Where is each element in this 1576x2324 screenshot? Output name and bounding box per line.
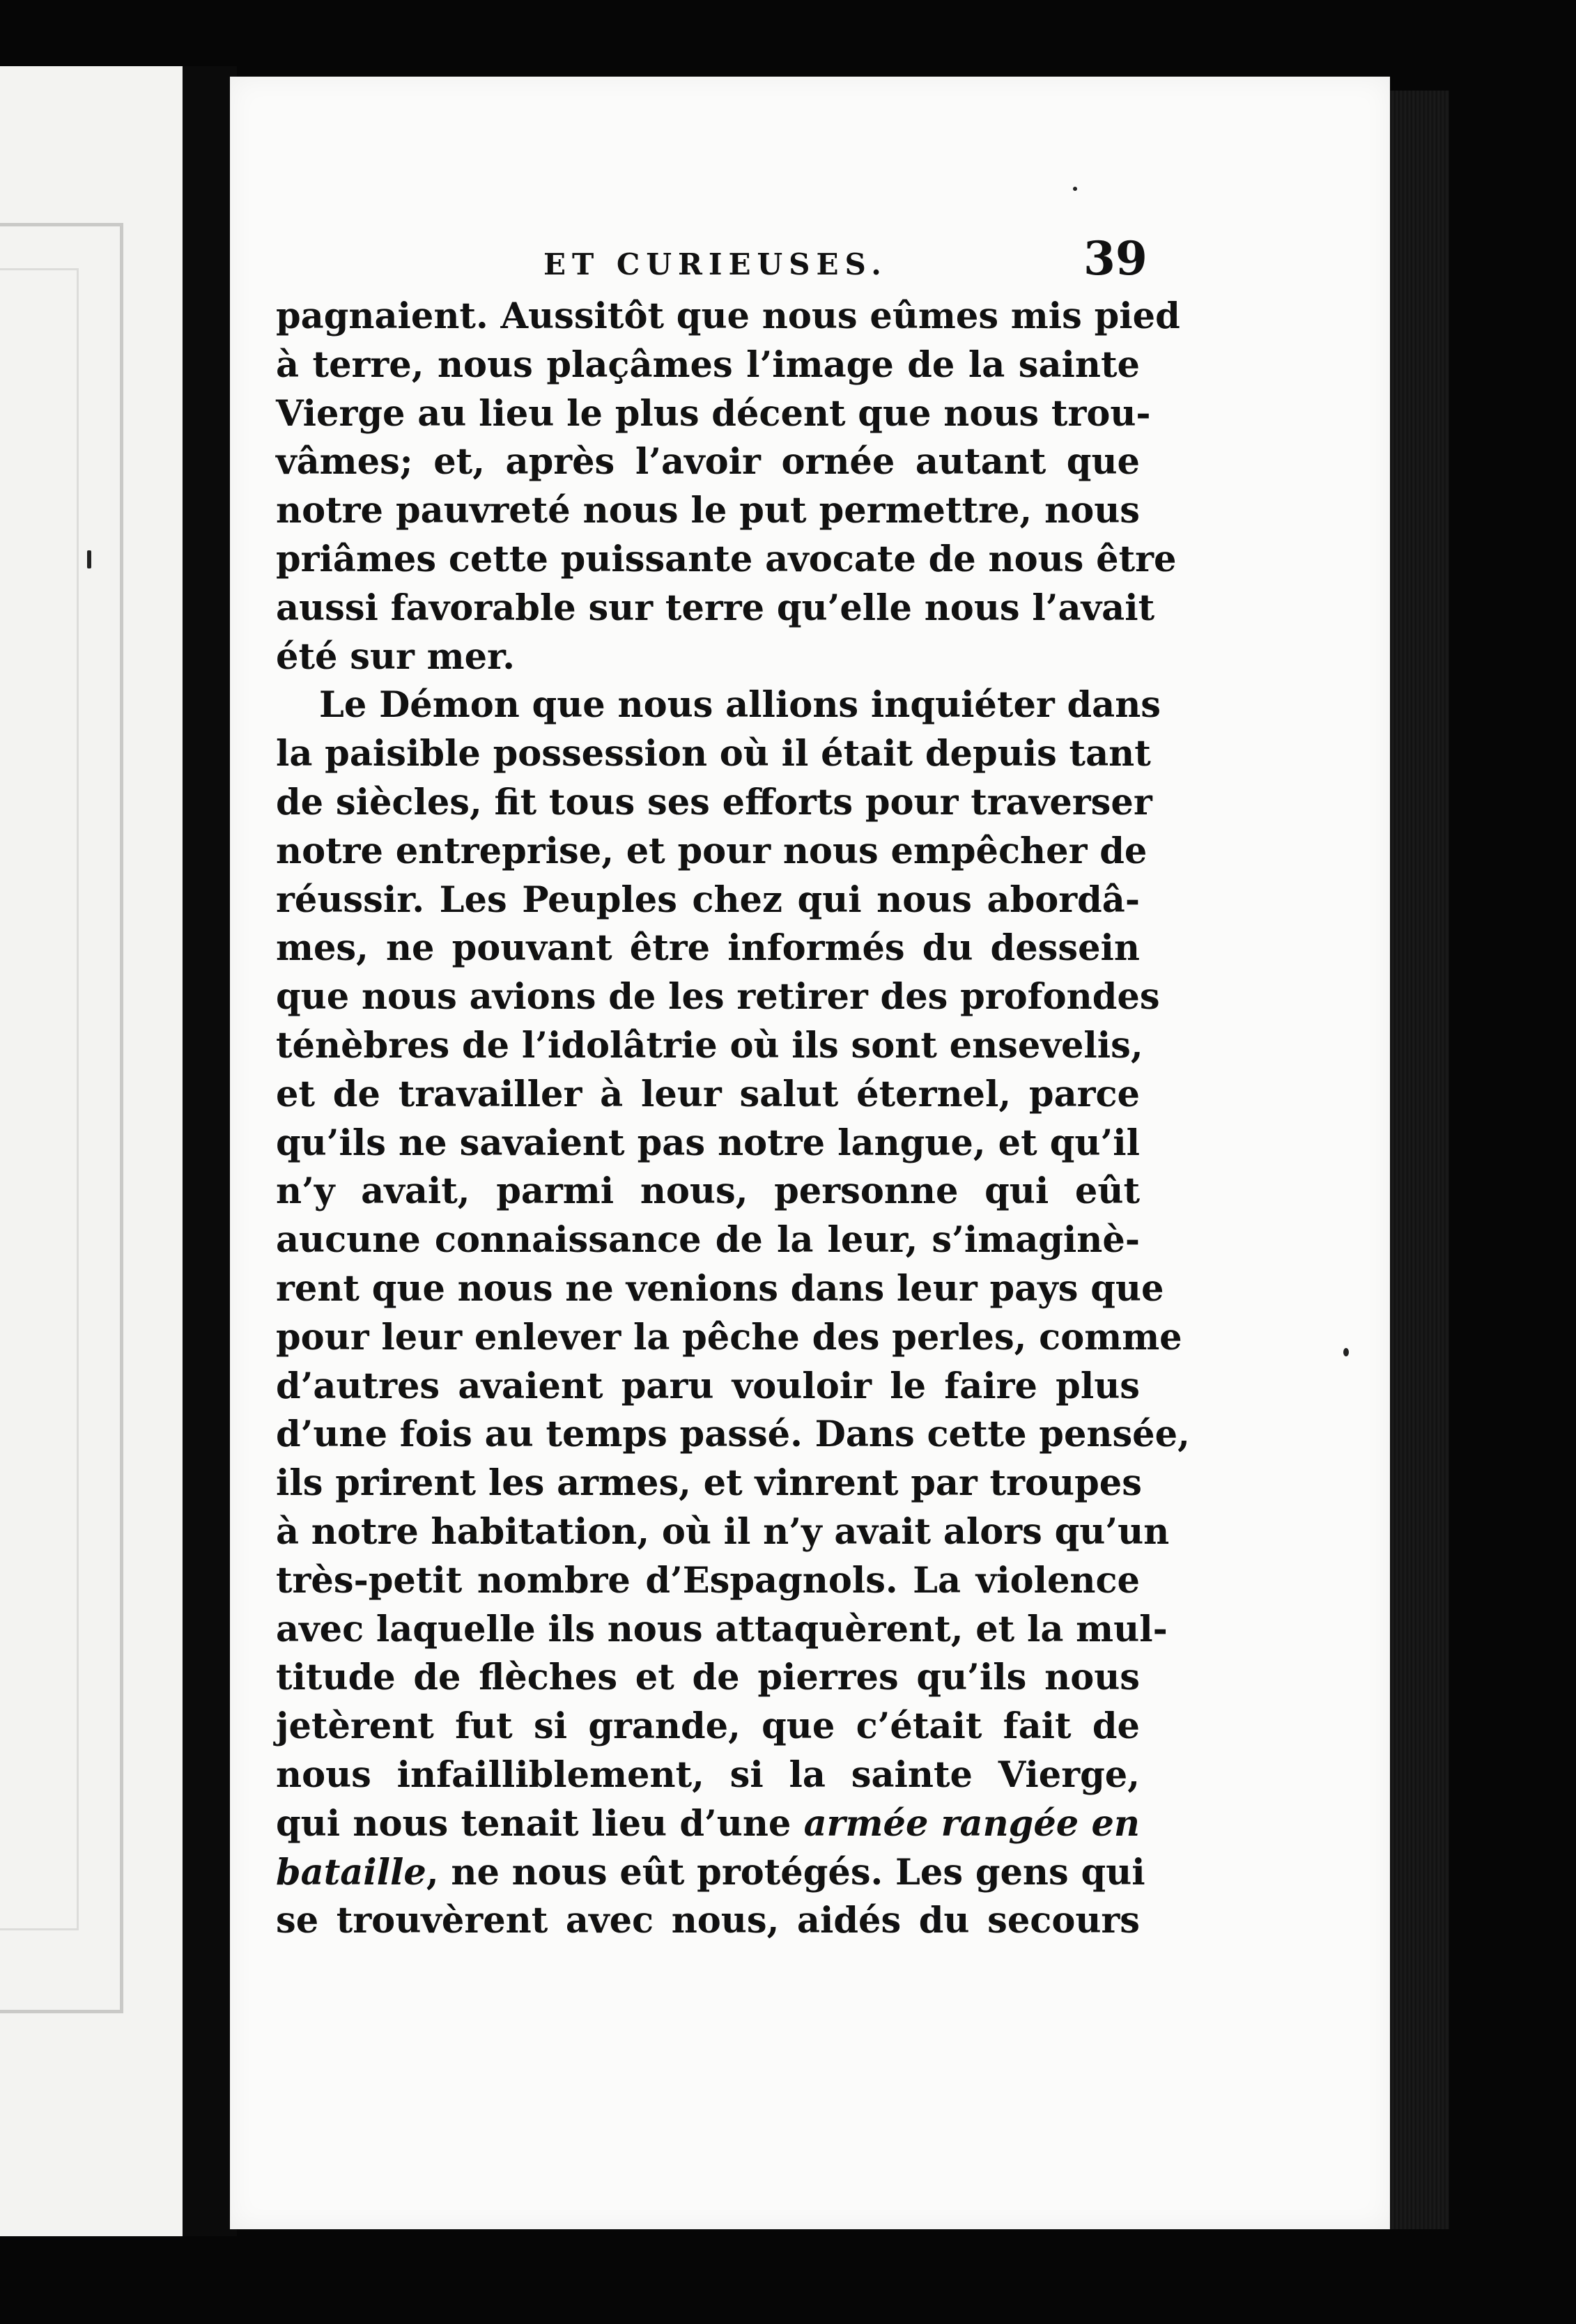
italic-phrase: bataille	[276, 1851, 426, 1893]
text-line: que nous avions de les retirer des profondes	[276, 976, 1160, 1018]
text-line: été sur mer.	[276, 635, 515, 678]
text-line: pagnaient. Aussitôt que nous eûmes mis pied	[276, 295, 1180, 337]
text-line: nous infailliblement, si la sainte Vierge,	[276, 1753, 1140, 1796]
page-number: 39	[1083, 231, 1148, 286]
text-line	[276, 1800, 1140, 1849]
running-head: ET CURIEUSES.	[543, 247, 888, 281]
text-line: ténèbres de l’idolâtrie où ils sont ensevelis,	[276, 1024, 1143, 1067]
text-line: de siècles, fit tous ses efforts pour traverser	[276, 781, 1152, 823]
text-line: ils prirent les armes, et vinrent par troupes	[276, 1462, 1142, 1505]
text-line: la paisible possession où il était depuis tant	[276, 733, 1151, 775]
text-line: jetèrent fut si grande, que c’était fait de	[276, 1705, 1140, 1748]
text-line: réussir. Les Peuples chez qui nous abordâ-	[276, 878, 1140, 921]
text-run: qui nous tenait lieu d’une	[276, 1802, 791, 1845]
page-stack-edge	[1386, 91, 1449, 2229]
text-line: d’une fois au temps passé. Dans cette pensée,	[276, 1413, 1190, 1456]
ink-speck	[1073, 187, 1077, 191]
book-gutter	[183, 66, 237, 2236]
text-line: d’autres avaient paru vouloir le faire plus	[276, 1365, 1140, 1407]
text-line: à terre, nous plaçâmes l’image de la sainte	[276, 343, 1140, 386]
text-line: priâmes cette puissante avocate de nous être	[276, 538, 1177, 580]
text-line: n’y avait, parmi nous, personne qui eût	[276, 1170, 1140, 1213]
text-line	[276, 1849, 1145, 1898]
text-line: Vierge au lieu le plus décent que nous trou-	[276, 392, 1151, 435]
text-line: qu’ils ne savaient pas notre langue, et qu’il	[276, 1122, 1140, 1164]
text-line: aucune connaissance de la leur, s’imaginè-	[276, 1219, 1140, 1262]
text-line: pour leur enlever la pêche des perles, comme	[276, 1316, 1182, 1358]
left-page-inner-frame	[0, 268, 79, 1930]
text-line: à notre habitation, où il n’y avait alors qu’un	[276, 1510, 1170, 1553]
text-line: se trouvèrent avec nous, aidés du secours	[276, 1900, 1140, 1942]
text-line: aussi favorable sur terre qu’elle nous l’avait	[276, 587, 1155, 629]
text-line: notre entreprise, et pour nous empêcher de	[276, 830, 1148, 872]
text-line: mes, ne pouvant être informés du dessein	[276, 927, 1140, 970]
body-text	[276, 293, 1190, 1946]
text-line: titude de flèches et de pierres qu’ils nous	[276, 1657, 1140, 1699]
left-page-edge	[0, 66, 185, 2236]
text-line: vâmes; et, après l’avoir ornée autant que	[276, 441, 1140, 483]
text-run: , ne nous eût protégés. Les gens qui	[426, 1851, 1145, 1893]
text-line: très-petit nombre d’Espagnols. La violence	[276, 1559, 1140, 1602]
text-line: notre pauvreté nous le put permettre, nous	[276, 490, 1140, 532]
italic-phrase: armée rangée en	[803, 1802, 1140, 1845]
text-line: avec laquelle ils nous attaquèrent, et la mul-	[276, 1608, 1168, 1650]
left-page-frame	[0, 223, 123, 2013]
ink-speck	[87, 550, 91, 568]
text-line: et de travailler à leur salut éternel, parce	[276, 1073, 1140, 1115]
text-line: rent que nous ne venions dans leur pays que	[276, 1267, 1164, 1310]
ink-speck	[1343, 1348, 1349, 1356]
text-line: Le Démon que nous allions inquiéter dans	[319, 684, 1161, 727]
